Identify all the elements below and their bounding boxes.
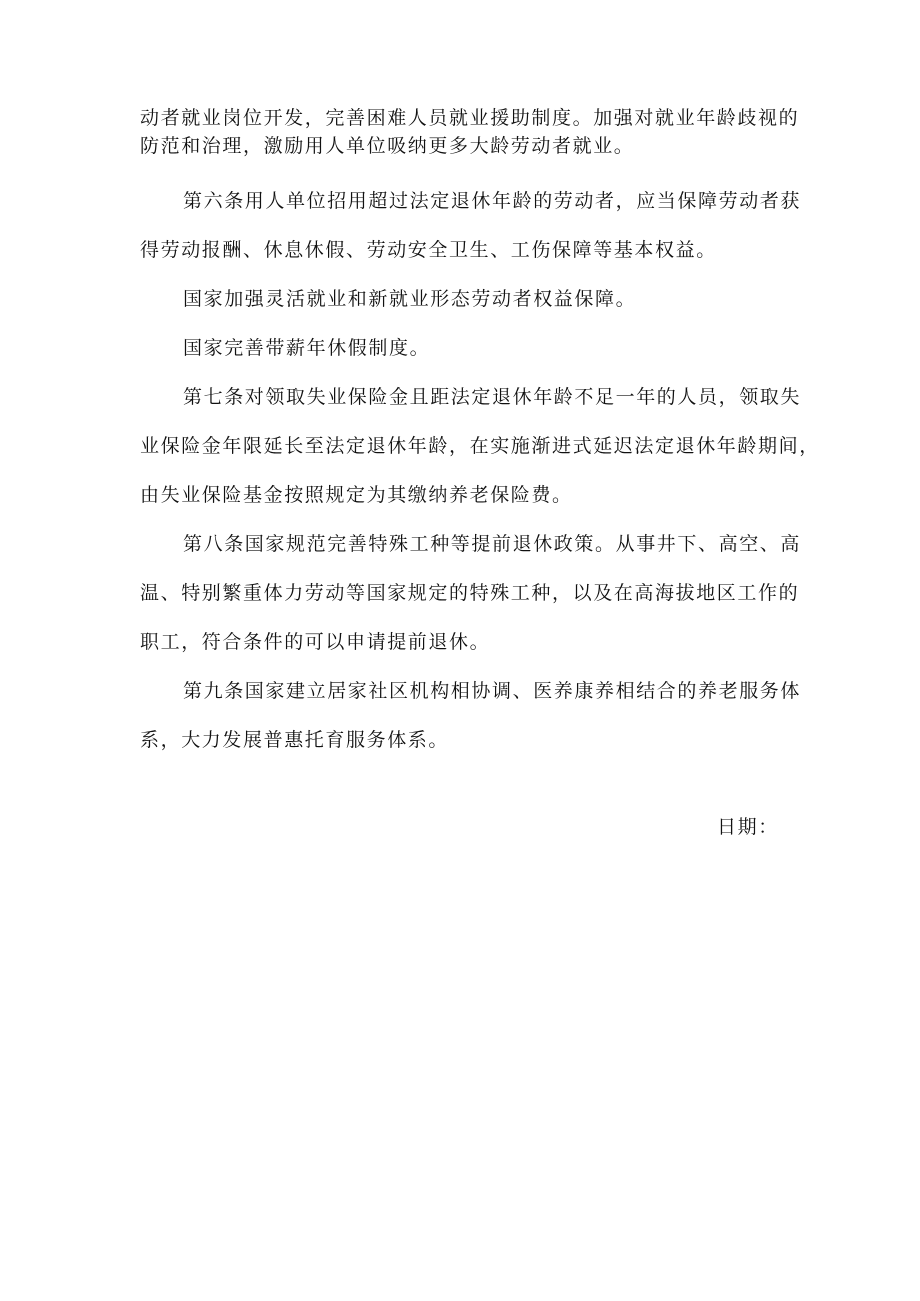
text-line: 第七条对领取失业保险金且距法定退休年龄不足一年的人员，领取失 xyxy=(183,386,802,408)
text-line: 第六条用人单位招用超过法定退休年龄的劳动者，应当保障劳动者获 xyxy=(183,190,802,212)
paragraph-continuation xyxy=(140,104,800,160)
date-label: 日期： xyxy=(717,816,779,838)
paragraph-article-7 xyxy=(140,373,820,520)
text-line: 温、特别繁重体力劳动等国家规定的特殊工种，以及在高海拔地区工作的 xyxy=(140,582,800,604)
paragraph-paid-leave xyxy=(140,324,785,373)
paragraph-flexible-employment xyxy=(140,275,785,324)
text-line: 由失业保险基金按照规定为其缴纳养老保险费。 xyxy=(140,484,573,506)
text-line: 国家完善带薪年休假制度。 xyxy=(183,337,431,359)
paragraph-article-9 xyxy=(140,667,802,765)
paragraph-article-8 xyxy=(140,520,802,667)
text-line: 第九条国家建立居家社区机构相协调、医养康养相结合的养老服务体 xyxy=(183,680,802,702)
text-line: 动者就业岗位开发，完善困难人员就业援助制度。加强对就业年龄歧视的 xyxy=(140,107,800,129)
paragraph-article-6 xyxy=(140,177,802,275)
text-line: 第八条国家规范完善特殊工种等提前退休政策。从事井下、高空、高 xyxy=(183,533,802,555)
text-line: 得劳动报酬、休息休假、劳动安全卫生、工伤保障等基本权益。 xyxy=(140,239,717,261)
text-line: 职工，符合条件的可以申请提前退休。 xyxy=(140,631,491,653)
document-body xyxy=(140,104,820,765)
text-line: 防范和治理，激励用人单位吸纳更多大龄劳动者就业。 xyxy=(140,135,635,157)
text-line: 国家加强灵活就业和新就业形态劳动者权益保障。 xyxy=(183,288,637,310)
text-line: 系，大力发展普惠托育服务体系。 xyxy=(140,729,450,751)
text-line: 业保险金年限延长至法定退休年龄，在实施渐进式延迟法定退休年龄期间， xyxy=(140,435,820,457)
